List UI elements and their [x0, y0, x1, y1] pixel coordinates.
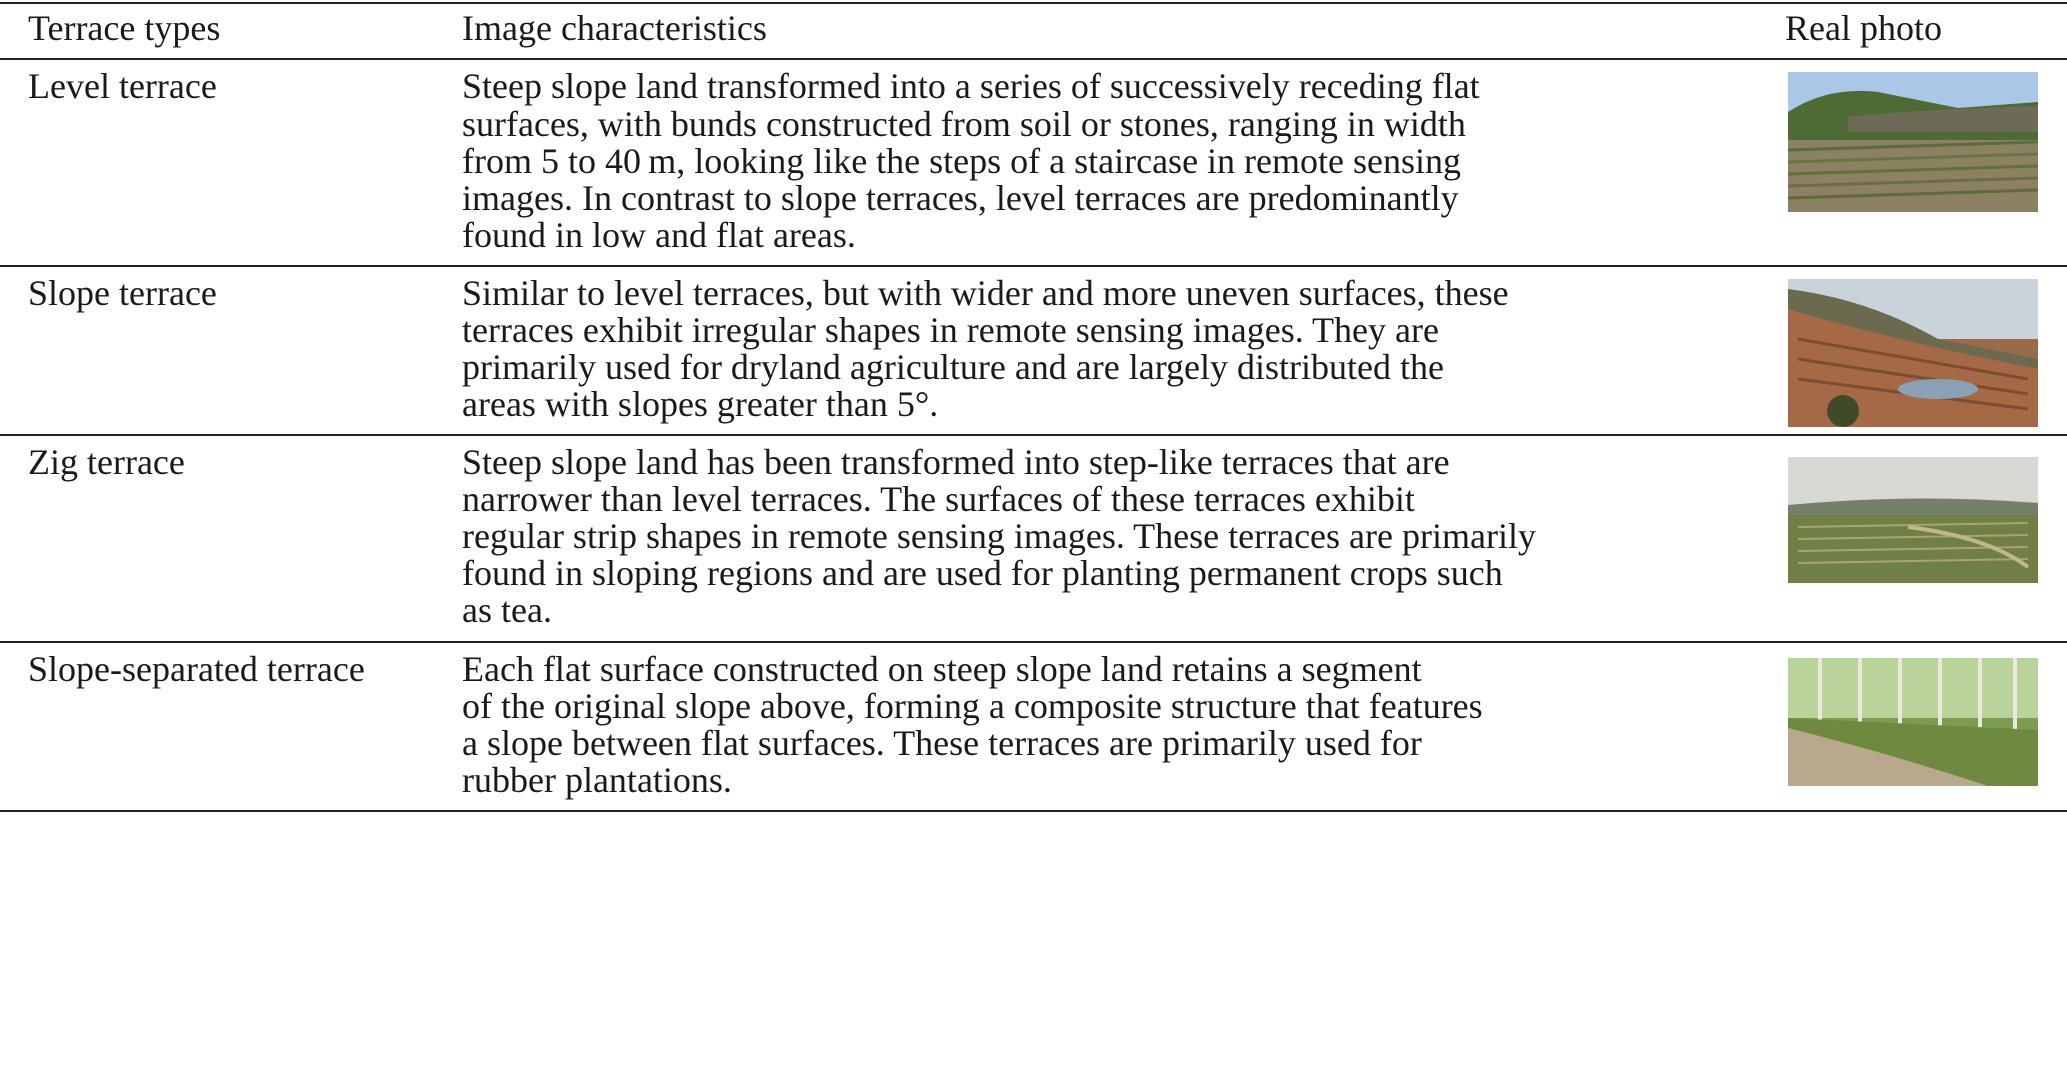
description-line: Each flat surface constructed on steep slope land retains a segment	[462, 649, 1422, 689]
terrace-type-name: Zig terrace	[28, 442, 185, 482]
zig-terrace-photo	[1788, 457, 2038, 583]
slope-terrace-photo	[1788, 279, 2038, 427]
description-line: Similar to level terraces, but with wider and more uneven surfaces, these	[462, 273, 1509, 313]
terrace-type-name: Level terrace	[28, 66, 217, 106]
header-terrace-types: Terrace types	[28, 8, 221, 48]
bottom-rule	[0, 810, 2067, 812]
header-rule	[0, 58, 2067, 60]
description-line: Steep slope land transformed into a series of successively receding flat	[462, 66, 1480, 106]
description-line: primarily used for dryland agriculture and are largely distributed the	[462, 347, 1445, 387]
terrace-type-name: Slope-separated terrace	[28, 649, 365, 689]
description-line: areas with slopes greater than 5°.	[462, 384, 939, 424]
description-line: terraces exhibit irregular shapes in remote sensing images. They are	[462, 310, 1439, 350]
description-line: a slope between flat surfaces. These terraces are primarily used for	[462, 723, 1422, 763]
description-line: images. In contrast to slope terraces, level terraces are predominantly	[462, 178, 1459, 218]
header-real-photo: Real photo	[1785, 8, 1942, 48]
description-line: regular strip shapes in remote sensing images. These terraces are primarily	[462, 516, 1536, 556]
description-line: narrower than level terraces. The surfaces of these terraces exhibit	[462, 479, 1415, 519]
row-divider	[0, 641, 2067, 643]
level-terrace-photo	[1788, 72, 2038, 212]
description-line: of the original slope above, forming a composite structure that features	[462, 686, 1483, 726]
terrace-type-name: Slope terrace	[28, 273, 217, 313]
description-line: rubber plantations.	[462, 760, 732, 800]
top-rule	[0, 2, 2067, 4]
description-line: as tea.	[462, 590, 552, 630]
header-image-characteristics: Image characteristics	[462, 8, 767, 48]
row-divider	[0, 434, 2067, 436]
row-divider	[0, 265, 2067, 267]
description-line: Steep slope land has been transformed into step-like terraces that are	[462, 442, 1450, 482]
description-line: surfaces, with bunds constructed from soil or stones, ranging in width	[462, 104, 1466, 144]
description-line: found in sloping regions and are used for planting permanent crops such	[462, 553, 1503, 593]
description-line: found in low and flat areas.	[462, 215, 856, 255]
slope-separated-terrace-photo	[1788, 658, 2038, 786]
description-line: from 5 to 40 m, looking like the steps of a staircase in remote sensing	[462, 141, 1461, 181]
